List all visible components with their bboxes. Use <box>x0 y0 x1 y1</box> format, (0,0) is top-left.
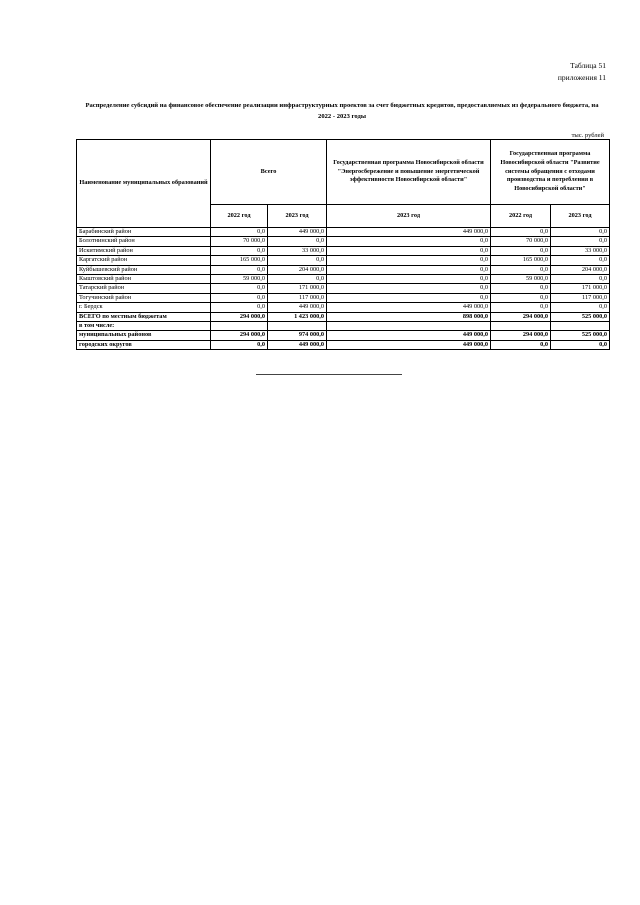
row-name: Болотнинский район <box>77 237 211 246</box>
total-2022-cell: 0,0 <box>211 293 268 302</box>
table-label <box>558 60 606 84</box>
districts-row-name: муниципальных районов <box>77 331 211 340</box>
row-name: Кыштовский район <box>77 275 211 284</box>
total-2023-cell: 449 000,0 <box>268 340 327 349</box>
energy-2023-cell: 0,0 <box>327 265 491 274</box>
waste-2023-cell: 33 000,0 <box>551 246 610 255</box>
header-program-waste-2023: 2023 год <box>551 205 610 228</box>
empty-cell <box>211 322 268 331</box>
energy-2023-cell: 449 000,0 <box>327 303 491 312</box>
waste-2023-cell: 171 000,0 <box>551 284 610 293</box>
urban-row-name: городских округов <box>77 340 211 349</box>
waste-2023-cell: 525 000,0 <box>551 331 610 340</box>
total-2023-cell: 33 000,0 <box>268 246 327 255</box>
header-total: Всего <box>211 140 327 205</box>
subsidy-table <box>76 139 610 350</box>
including-label: в том числе: <box>77 322 211 331</box>
total-2022-cell: 70 000,0 <box>211 237 268 246</box>
document-title: Распределение субсидий на финансовое обеспечение реализации инфраструктурных проектов за счет бюджетных кредитов, предоставляемых из федерального бюджета, на 2022 - 2023 годы <box>85 102 599 120</box>
total-2023-cell: 449 000,0 <box>268 228 327 237</box>
header-program-energy-2023: 2023 год <box>327 205 491 228</box>
table-row <box>77 275 610 284</box>
table-row <box>77 228 610 237</box>
energy-2023-cell: 449 000,0 <box>327 331 491 340</box>
total-2023-cell: 974 000,0 <box>268 331 327 340</box>
districts-row <box>77 331 610 340</box>
waste-2023-cell: 204 000,0 <box>551 265 610 274</box>
waste-2023-cell: 0,0 <box>551 303 610 312</box>
table-row <box>77 303 610 312</box>
table-number: Таблица 51 <box>570 61 606 70</box>
waste-2023-cell: 0,0 <box>551 228 610 237</box>
total-2023-cell: 1 423 000,0 <box>268 312 327 321</box>
total-2022-cell: 294 000,0 <box>211 312 268 321</box>
energy-2023-cell: 0,0 <box>327 237 491 246</box>
energy-2023-cell: 449 000,0 <box>327 228 491 237</box>
header-program-energy: Государственная программа Новосибирской области "Энергосбережение и повышение энергетической эффективности Новосибирской области" <box>327 140 491 205</box>
table-row <box>77 246 610 255</box>
empty-cell <box>327 322 491 331</box>
total-2022-cell: 0,0 <box>211 246 268 255</box>
energy-2023-cell: 0,0 <box>327 293 491 302</box>
total-2023-cell: 117 000,0 <box>268 293 327 302</box>
energy-2023-cell: 898 000,0 <box>327 312 491 321</box>
total-2023-cell: 171 000,0 <box>268 284 327 293</box>
energy-2023-cell: 0,0 <box>327 275 491 284</box>
row-name: Барабинский район <box>77 228 211 237</box>
including-row <box>77 322 610 331</box>
waste-2022-cell: 165 000,0 <box>491 256 551 265</box>
waste-2023-cell: 0,0 <box>551 275 610 284</box>
row-name: Каргатский район <box>77 256 211 265</box>
waste-2023-cell: 117 000,0 <box>551 293 610 302</box>
energy-2023-cell: 0,0 <box>327 256 491 265</box>
urban-row <box>77 340 610 349</box>
table-row <box>77 293 610 302</box>
total-2022-cell: 0,0 <box>211 340 268 349</box>
header-total-2023: 2023 год <box>268 205 327 228</box>
waste-2022-cell: 0,0 <box>491 303 551 312</box>
table-row <box>77 237 610 246</box>
total-2022-cell: 59 000,0 <box>211 275 268 284</box>
header-program-waste: Государственная программа Новосибирской области "Развитие системы обращения с отходами производства и потребления в Новосибирской области" <box>491 140 610 205</box>
total-row <box>77 312 610 321</box>
row-name: г. Бердск <box>77 303 211 312</box>
waste-2023-cell: 525 000,0 <box>551 312 610 321</box>
header-municipality: Наименование муниципальных образований <box>77 140 211 228</box>
empty-cell <box>551 322 610 331</box>
row-name: Искитимский район <box>77 246 211 255</box>
total-2022-cell: 165 000,0 <box>211 256 268 265</box>
header-total-2022: 2022 год <box>211 205 268 228</box>
total-2022-cell: 294 000,0 <box>211 331 268 340</box>
waste-2022-cell: 294 000,0 <box>491 331 551 340</box>
table-row <box>77 284 610 293</box>
waste-2022-cell: 0,0 <box>491 340 551 349</box>
total-row-name: ВСЕГО по местным бюджетам <box>77 312 211 321</box>
total-2023-cell: 0,0 <box>268 275 327 284</box>
waste-2023-cell: 0,0 <box>551 237 610 246</box>
waste-2022-cell: 0,0 <box>491 246 551 255</box>
total-2023-cell: 449 000,0 <box>268 303 327 312</box>
total-2023-cell: 204 000,0 <box>268 265 327 274</box>
energy-2023-cell: 0,0 <box>327 284 491 293</box>
waste-2022-cell: 0,0 <box>491 228 551 237</box>
unit-label: тыс. рублей <box>571 132 604 139</box>
waste-2022-cell: 0,0 <box>491 265 551 274</box>
waste-2022-cell: 59 000,0 <box>491 275 551 284</box>
waste-2022-cell: 70 000,0 <box>491 237 551 246</box>
total-2022-cell: 0,0 <box>211 265 268 274</box>
waste-2023-cell: 0,0 <box>551 256 610 265</box>
table-row <box>77 265 610 274</box>
waste-2023-cell: 0,0 <box>551 340 610 349</box>
empty-cell <box>268 322 327 331</box>
waste-2022-cell: 294 000,0 <box>491 312 551 321</box>
total-2022-cell: 0,0 <box>211 284 268 293</box>
total-2023-cell: 0,0 <box>268 237 327 246</box>
waste-2022-cell: 0,0 <box>491 293 551 302</box>
appendix-number: приложения 11 <box>557 73 606 82</box>
row-name: Тогучинский район <box>77 293 211 302</box>
energy-2023-cell: 449 000,0 <box>327 340 491 349</box>
total-2022-cell: 0,0 <box>211 228 268 237</box>
empty-cell <box>491 322 551 331</box>
row-name: Куйбышевский район <box>77 265 211 274</box>
waste-2022-cell: 0,0 <box>491 284 551 293</box>
closing-rule <box>256 374 402 375</box>
total-2022-cell: 0,0 <box>211 303 268 312</box>
row-name: Татарский район <box>77 284 211 293</box>
total-2023-cell: 0,0 <box>268 256 327 265</box>
table-row <box>77 256 610 265</box>
header-program-waste-2022: 2022 год <box>491 205 551 228</box>
energy-2023-cell: 0,0 <box>327 246 491 255</box>
